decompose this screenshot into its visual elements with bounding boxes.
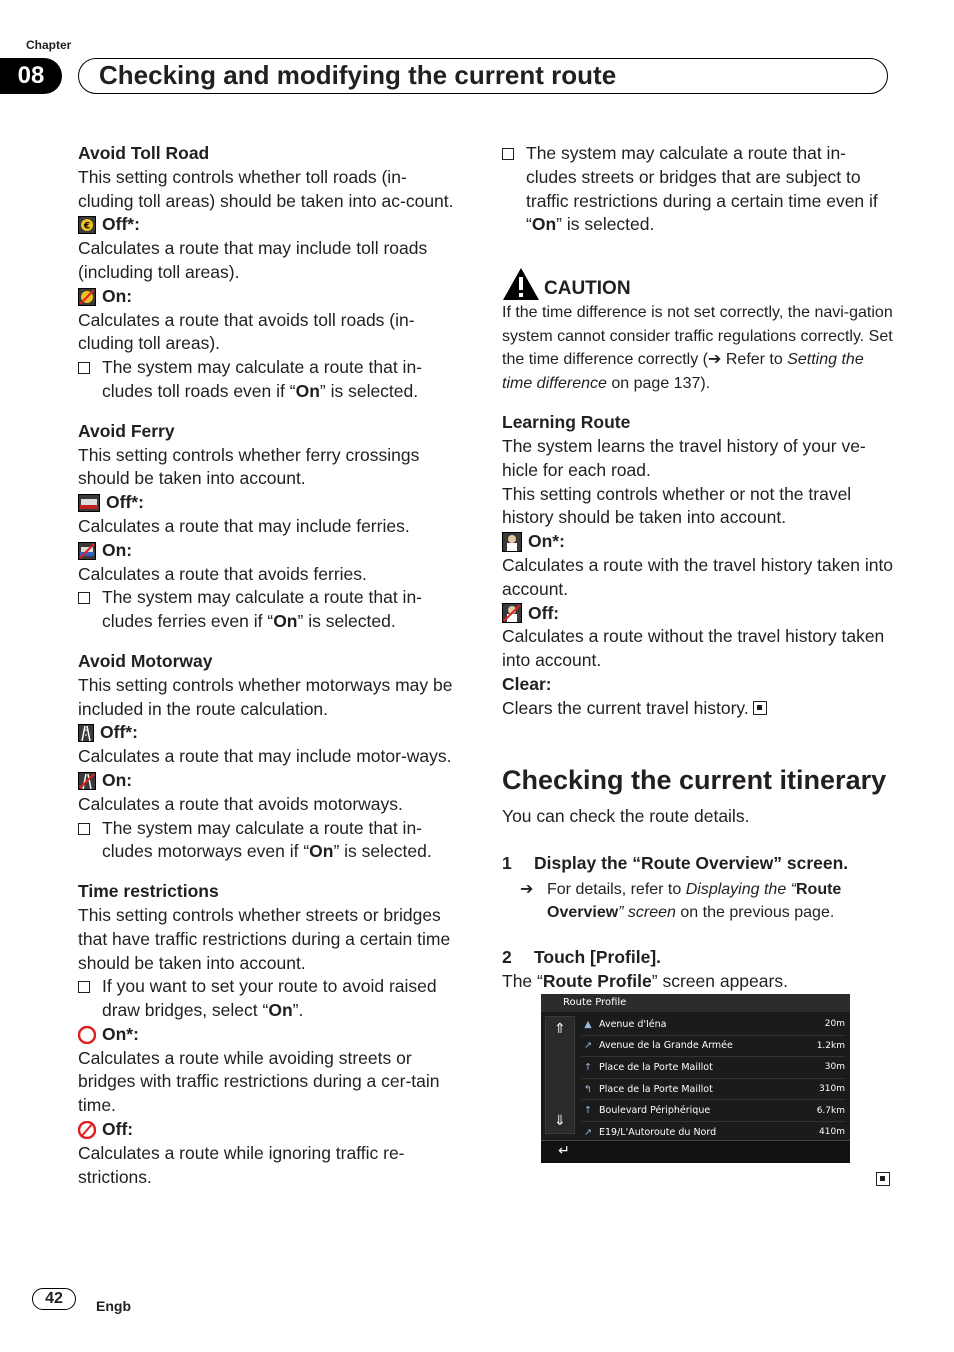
- chapter-label: Chapter: [26, 38, 72, 52]
- ferry-off-option: [78, 491, 462, 515]
- distance: 410m: [819, 1127, 845, 1138]
- toll-off-label: Off*:: [102, 214, 140, 235]
- ferry-off-label: Off*:: [106, 492, 144, 513]
- motorway-on-desc: Calculates a route that avoids motorways.: [78, 793, 403, 814]
- route-profile-title-bar: [541, 994, 850, 1012]
- warning-icon: [502, 267, 540, 301]
- avoid-motorway-desc: This setting controls whether motorways may be included in the route calculation.: [78, 674, 453, 719]
- step-1: 1 Display the “Route Overview” screen.: [502, 853, 849, 874]
- route-list: [581, 1014, 845, 1144]
- motorway-off-desc: Calculates a route that may include motor-ways.: [78, 746, 452, 767]
- left-column: [78, 142, 462, 1189]
- ferry-on-label: On:: [102, 539, 133, 560]
- page-number: 42: [32, 1288, 76, 1310]
- reference-arrow-icon: ➔: [520, 881, 534, 899]
- route-profile-title: Route Profile: [563, 997, 627, 1008]
- turn-arrow-icon: ↑: [584, 1061, 592, 1073]
- avoid-motorway-heading: Avoid Motorway: [78, 650, 213, 671]
- motorway-off-label: Off*:: [100, 722, 138, 743]
- street-name: Boulevard Périphérique: [599, 1105, 711, 1117]
- clear-label: Clear:: [502, 673, 552, 694]
- turn-arrow-icon: ↑: [584, 1105, 592, 1117]
- turn-arrow-icon: ▲: [584, 1018, 592, 1030]
- route-row[interactable]: [581, 1100, 845, 1122]
- motorway-off-option: [78, 721, 462, 745]
- scroll-bar[interactable]: [545, 1016, 575, 1134]
- note-box-icon: [78, 362, 90, 374]
- language-code: Engb: [96, 1298, 131, 1314]
- motorway-on-label: On:: [102, 769, 133, 790]
- toll-on-label: On:: [102, 285, 133, 306]
- motorway-icon: [78, 724, 94, 742]
- avoid-ferry-heading: Avoid Ferry: [78, 420, 175, 441]
- chapter-number: 08: [0, 58, 62, 94]
- itinerary-intro: You can check the route details.: [502, 805, 750, 826]
- end-mark-icon: [753, 701, 767, 715]
- toll-on-desc: Calculates a route that avoids toll roads (in-cluding toll areas).: [78, 309, 415, 354]
- avoid-toll-desc: This setting controls whether toll roads (in-cluding toll areas) should be taken into ac-count.: [78, 166, 454, 211]
- motorway-on-option: [78, 769, 462, 793]
- time-restrictions-desc: This setting controls whether streets or bridges that have traffic restrictions during a certain time should be taken into account.: [78, 904, 451, 973]
- note-box-icon: [78, 823, 90, 835]
- chapter-title: Checking and modifying the current route: [78, 58, 888, 94]
- time-note: If you want to set your route to avoid raised draw bridges, select “On”.: [78, 975, 462, 1023]
- time-off-label: Off:: [102, 1119, 134, 1140]
- toll-off-desc: Calculates a route that may include toll roads (including toll areas).: [78, 238, 428, 282]
- ferry-on-desc: Calculates a route that avoids ferries.: [78, 563, 367, 584]
- ferry-off-desc: Calculates a route that may include ferries.: [78, 515, 410, 536]
- learning-off-option: [502, 602, 894, 626]
- step-1-reference: ➔ For details, refer to Displaying the “Route Overview” screen on the previous page.: [502, 878, 894, 924]
- route-row[interactable]: [581, 1079, 845, 1101]
- time-on-label: On*:: [102, 1023, 139, 1044]
- ferry-icon: [78, 494, 100, 512]
- traffic-restriction-icon: [78, 1026, 96, 1044]
- note-box-icon: [502, 148, 514, 160]
- toll-road-icon: [78, 216, 96, 234]
- distance: 30m: [824, 1062, 845, 1073]
- route-row[interactable]: [581, 1057, 845, 1079]
- distance: 6.7km: [816, 1105, 845, 1116]
- route-profile-footer: [541, 1140, 850, 1163]
- turn-arrow-icon: ↰: [584, 1083, 592, 1095]
- turn-arrow-icon: ↗: [584, 1040, 592, 1052]
- note-box-icon: [78, 592, 90, 604]
- section-title: Checking the current itinerary: [502, 764, 887, 795]
- learning-off-label: Off:: [528, 602, 560, 623]
- end-mark-icon: [872, 1172, 890, 1190]
- street-name: Avenue d'Iéna: [599, 1018, 667, 1030]
- scroll-up-icon[interactable]: ⇑: [554, 1021, 566, 1037]
- traffic-restriction-off-icon: [78, 1121, 96, 1139]
- street-name: E19/L'Autoroute du Nord: [599, 1126, 717, 1138]
- street-name: Avenue de la Grande Armée: [599, 1040, 733, 1052]
- motorway-avoid-icon: [78, 772, 96, 790]
- learning-route-icon: [502, 532, 522, 552]
- toll-off-option: [78, 213, 462, 237]
- avoid-ferry-desc: This setting controls whether ferry crossings should be taken into account.: [78, 444, 420, 489]
- back-icon[interactable]: ↵: [558, 1143, 570, 1159]
- learning-on-desc: Calculates a route with the travel history taken into account.: [502, 554, 894, 599]
- ferry-note: The system may calculate a route that in-cludes ferries even if “On” is selected.: [78, 586, 462, 634]
- learning-route-desc-2: This setting controls whether or not the travel history should be taken into account.: [502, 483, 852, 528]
- route-row[interactable]: [581, 1036, 845, 1058]
- motorway-note: The system may calculate a route that in-cludes motorways even if “On” is selected.: [78, 817, 462, 865]
- turn-arrow-icon: ↗: [584, 1126, 592, 1138]
- svg-text:€: €: [83, 221, 91, 232]
- time-off-desc: Calculates a route while ignoring traffic re-strictions.: [78, 1142, 405, 1187]
- avoid-toll-heading: Avoid Toll Road: [78, 143, 210, 163]
- ferry-on-option: [78, 539, 462, 563]
- distance: 310m: [819, 1084, 845, 1095]
- toll-on-option: [78, 285, 462, 309]
- route-row[interactable]: [581, 1014, 845, 1036]
- toll-road-avoid-icon: [78, 288, 96, 306]
- learning-route-heading: Learning Route: [502, 412, 631, 433]
- time-restrictions-heading: Time restrictions: [78, 881, 219, 902]
- caution-body: If the time difference is not set correctly, the navi-gation system cannot consider traffic regulations correctly. Set the time difference correctly (➔ Refer to Setting the time difference on page 137).: [502, 304, 893, 392]
- toll-note: The system may calculate a route that in-cludes toll roads even if “On” is selected.: [78, 356, 462, 404]
- scroll-down-icon[interactable]: ⇓: [554, 1113, 566, 1129]
- ferry-avoid-icon: [78, 542, 96, 560]
- clear-desc: Clears the current travel history.: [502, 697, 894, 721]
- time-on-option: [78, 1023, 462, 1047]
- right-column: [502, 142, 894, 994]
- time-off-option: [78, 1118, 462, 1142]
- caution-heading: [502, 267, 894, 301]
- street-name: Place de la Porte Maillot: [599, 1083, 713, 1095]
- learning-on-label: On*:: [528, 531, 565, 552]
- distance: 20m: [824, 1019, 845, 1030]
- distance: 1.2km: [816, 1040, 845, 1051]
- step-2-result: The “Route Profile” screen appears.: [502, 970, 788, 991]
- caution-title: CAUTION: [544, 278, 631, 300]
- learning-route-desc-1: The system learns the travel history of your ve-hicle for each road.: [502, 435, 866, 480]
- step-2: 2 Touch [Profile].: [502, 947, 662, 968]
- time-on-desc: Calculates a route while avoiding streets or bridges with traffic restrictions during a cer-tain time.: [78, 1047, 440, 1116]
- time-restrictions-note-2: The system may calculate a route that in-cludes streets or bridges that are subject to traffic restrictions during a certain time even if “On” is selected.: [502, 142, 894, 237]
- learning-off-desc: Calculates a route without the travel history taken into account.: [502, 626, 885, 671]
- learning-on-option: [502, 530, 894, 554]
- learning-route-off-icon: [502, 603, 522, 623]
- note-box-icon: [78, 981, 90, 993]
- street-name: Place de la Porte Maillot: [599, 1061, 713, 1073]
- route-profile-screenshot: [541, 994, 850, 1162]
